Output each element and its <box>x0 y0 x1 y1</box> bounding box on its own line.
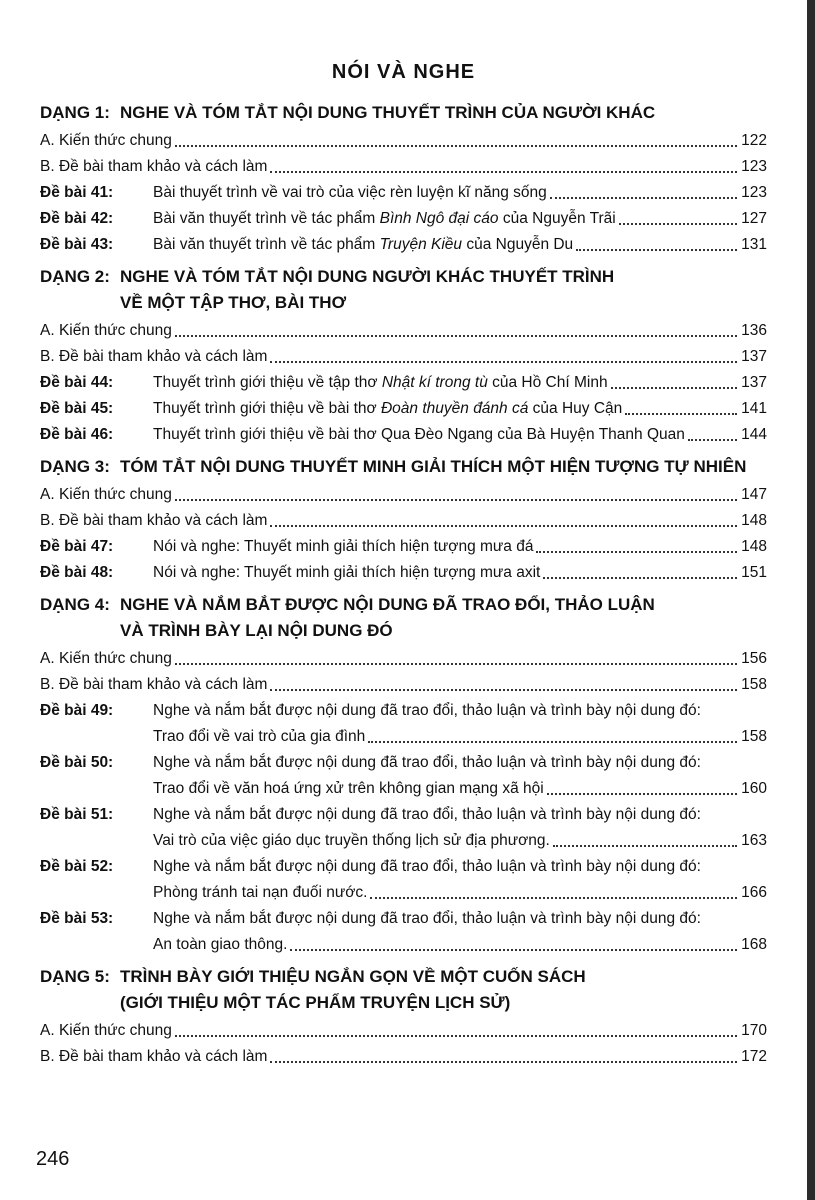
entry-text: A. Kiến thức chung <box>40 322 172 339</box>
toc-entry[interactable] <box>40 206 767 232</box>
toc-entry[interactable] <box>40 370 767 396</box>
exercise-label: Đề bài 46: <box>40 426 114 443</box>
leader-dots <box>370 897 737 899</box>
section-1 <box>40 100 767 258</box>
page-title: NÓI VÀ NGHE <box>331 61 476 83</box>
entry-text: Thuyết trình giới thiệu về bài thơ Qua Đèo Ngang của Bà Huyện Thanh Quan <box>153 426 685 443</box>
entry-text: Nghe và nắm bắt được nội dung đã trao đổi, thảo luận và trình bày nội dung đó: <box>153 858 701 875</box>
exercise-label: Đề bài 51: <box>40 806 114 823</box>
leader-dots <box>175 145 737 147</box>
entry-page: 172 <box>741 1048 767 1065</box>
entry-text: B. Đề bài tham khảo và cách làm <box>40 158 268 175</box>
section-title: NGHE VÀ TÓM TẮT NỘI DUNG NGƯỜI KHÁC THUYẾT TRÌNH <box>120 267 615 286</box>
toc-entry[interactable] <box>40 646 767 672</box>
entry-page: 144 <box>741 426 767 443</box>
toc-entry[interactable] <box>40 396 767 422</box>
page-edge-shadow <box>807 0 815 1200</box>
section-3 <box>40 454 767 586</box>
entry-text: B. Đề bài tham khảo và cách làm <box>40 512 268 529</box>
toc-entry[interactable] <box>40 422 767 448</box>
entry-subtitle: Trao đổi về văn hoá ứng xử trên không gian mạng xã hội <box>153 780 544 797</box>
entry-text: Thuyết trình giới thiệu về bài thơ Đoàn thuyền đánh cá của Huy Cận <box>153 400 623 417</box>
entry-page: 151 <box>741 564 767 581</box>
entry-text: Nghe và nắm bắt được nội dung đã trao đổi, thảo luận và trình bày nội dung đó: <box>153 806 701 823</box>
entry-text: Thuyết trình giới thiệu về tập thơ Nhật kí trong tù của Hồ Chí Minh <box>153 374 608 391</box>
entry-text: B. Đề bài tham khảo và cách làm <box>40 1048 268 1065</box>
leader-dots <box>543 577 737 579</box>
exercise-label: Đề bài 41: <box>40 184 114 201</box>
leader-dots <box>270 525 737 527</box>
exercise-label: Đề bài 50: <box>40 754 114 771</box>
work-title: Nhật kí trong tù <box>381 374 488 391</box>
leader-dots <box>547 793 737 795</box>
section-heading <box>40 964 767 1016</box>
leader-dots <box>553 845 737 847</box>
leader-dots <box>175 663 737 665</box>
toc-entry[interactable] <box>40 180 767 206</box>
entry-page: 158 <box>741 728 767 745</box>
leader-dots <box>270 1061 737 1063</box>
entry-text: Bài văn thuyết trình về tác phẩm Bình Ngô đại cáo của Nguyễn Trãi <box>153 210 616 227</box>
entry-text: Bài thuyết trình về vai trò của việc rèn luyện kĩ năng sống <box>153 184 547 201</box>
section-label: DẠNG 2: <box>40 267 110 286</box>
section-heading <box>40 264 767 316</box>
section-label: DẠNG 1: <box>40 103 110 122</box>
entry-subtitle: An toàn giao thông. <box>153 936 288 953</box>
entry-page: 148 <box>741 538 767 555</box>
toc-entry[interactable] <box>40 344 767 370</box>
entry-page: 141 <box>741 400 767 417</box>
toc-entry[interactable] <box>40 698 767 750</box>
section-title: NGHE VÀ NẮM BẮT ĐƯỢC NỘI DUNG ĐÃ TRAO ĐỔI, THẢO LUẬN <box>120 595 655 614</box>
leader-dots <box>368 741 737 743</box>
toc-entry[interactable] <box>40 1018 767 1044</box>
section-title: VÀ TRÌNH BÀY LẠI NỘI DUNG ĐÓ <box>120 621 393 640</box>
leader-dots <box>270 689 737 691</box>
entry-text: A. Kiến thức chung <box>40 132 172 149</box>
entry-page: 137 <box>741 348 767 365</box>
entry-page: 123 <box>741 158 767 175</box>
entry-page: 166 <box>741 884 767 901</box>
toc-entry[interactable] <box>40 560 767 586</box>
work-title: Đoàn thuyền đánh cá <box>380 400 529 417</box>
entry-text: B. Đề bài tham khảo và cách làm <box>40 348 268 365</box>
toc-page <box>40 56 767 1076</box>
exercise-label: Đề bài 42: <box>40 210 114 227</box>
toc-entry[interactable] <box>40 318 767 344</box>
page-number: 246 <box>36 1148 70 1170</box>
leader-dots <box>290 949 737 951</box>
entry-text: Bài văn thuyết trình về tác phẩm Truyện Kiều của Nguyễn Du <box>153 236 574 253</box>
entry-text: A. Kiến thức chung <box>40 650 172 667</box>
section-heading <box>40 592 767 644</box>
exercise-label: Đề bài 49: <box>40 702 114 719</box>
work-title: Bình Ngô đại cáo <box>379 210 499 227</box>
section-title: TRÌNH BÀY GIỚI THIỆU NGẮN GỌN VỀ MỘT CUỐN SÁCH <box>120 967 586 986</box>
entry-page: 122 <box>741 132 767 149</box>
section-label: DẠNG 4: <box>40 595 110 614</box>
toc-entry[interactable] <box>40 1044 767 1070</box>
section-title: (GIỚI THIỆU MỘT TÁC PHẨM TRUYỆN LỊCH SỬ) <box>120 993 511 1012</box>
exercise-label: Đề bài 48: <box>40 564 114 581</box>
leader-dots <box>175 335 737 337</box>
exercise-label: Đề bài 45: <box>40 400 114 417</box>
entry-page: 168 <box>741 936 767 953</box>
section-label: DẠNG 5: <box>40 967 110 986</box>
section-title: VỀ MỘT TẬP THƠ, BÀI THƠ <box>120 293 347 312</box>
exercise-label: Đề bài 47: <box>40 538 114 555</box>
entry-text: A. Kiến thức chung <box>40 486 172 503</box>
exercise-label: Đề bài 43: <box>40 236 114 253</box>
exercise-label: Đề bài 44: <box>40 374 114 391</box>
entry-text: A. Kiến thức chung <box>40 1022 172 1039</box>
entry-text: B. Đề bài tham khảo và cách làm <box>40 676 268 693</box>
entry-text: Nghe và nắm bắt được nội dung đã trao đổi, thảo luận và trình bày nội dung đó: <box>153 754 701 771</box>
leader-dots <box>688 439 737 441</box>
section-heading <box>40 100 767 126</box>
section-label: DẠNG 3: <box>40 457 110 476</box>
section-title: NGHE VÀ TÓM TẮT NỘI DUNG THUYẾT TRÌNH CỦA NGƯỜI KHÁC <box>120 103 656 122</box>
toc-entry[interactable] <box>40 232 767 258</box>
entry-text: Nói và nghe: Thuyết minh giải thích hiện tượng mưa đá <box>153 538 534 555</box>
toc-entry[interactable] <box>40 508 767 534</box>
leader-dots <box>576 249 737 251</box>
entry-page: 170 <box>741 1022 767 1039</box>
entry-page: 148 <box>741 512 767 529</box>
entry-subtitle: Vai trò của việc giáo dục truyền thống lịch sử địa phương. <box>153 832 550 849</box>
leader-dots <box>175 499 737 501</box>
leader-dots <box>550 197 737 199</box>
entry-page: 163 <box>741 832 767 849</box>
entry-page: 147 <box>741 486 767 503</box>
leader-dots <box>270 171 737 173</box>
toc-entry[interactable] <box>40 154 767 180</box>
exercise-label: Đề bài 52: <box>40 858 114 875</box>
entry-subtitle: Phòng tránh tai nạn đuối nước. <box>153 884 368 901</box>
toc-entry[interactable] <box>40 128 767 154</box>
entry-page: 137 <box>741 374 767 391</box>
entry-text: Nói và nghe: Thuyết minh giải thích hiện tượng mưa axit <box>153 564 541 581</box>
leader-dots <box>536 551 737 553</box>
toc-entry[interactable] <box>40 854 767 906</box>
entry-page: 123 <box>741 184 767 201</box>
leader-dots <box>175 1035 737 1037</box>
entry-text: Nghe và nắm bắt được nội dung đã trao đổi, thảo luận và trình bày nội dung đó: <box>153 702 701 719</box>
entry-text: Nghe và nắm bắt được nội dung đã trao đổi, thảo luận và trình bày nội dung đó: <box>153 910 701 927</box>
leader-dots <box>619 223 737 225</box>
toc-entry[interactable] <box>40 750 767 802</box>
toc-entry[interactable] <box>40 672 767 698</box>
leader-dots <box>611 387 738 389</box>
section-5 <box>40 964 767 1070</box>
entry-page: 127 <box>741 210 767 227</box>
section-2 <box>40 264 767 448</box>
work-title: Truyện Kiều <box>379 236 463 253</box>
section-4 <box>40 592 767 958</box>
entry-page: 158 <box>741 676 767 693</box>
entry-page: 136 <box>741 322 767 339</box>
toc-entry[interactable] <box>40 906 767 958</box>
section-title: TÓM TẮT NỘI DUNG THUYẾT MINH GIẢI THÍCH MỘT HIỆN TƯỢNG TỰ NHIÊN <box>120 457 747 476</box>
entry-page: 156 <box>741 650 767 667</box>
toc-entry[interactable] <box>40 802 767 854</box>
section-heading <box>40 454 767 480</box>
entry-page: 131 <box>741 236 767 253</box>
toc-entry[interactable] <box>40 482 767 508</box>
entry-page: 160 <box>741 780 767 797</box>
leader-dots <box>625 413 737 415</box>
toc-entry[interactable] <box>40 534 767 560</box>
exercise-label: Đề bài 53: <box>40 910 114 927</box>
leader-dots <box>270 361 737 363</box>
entry-subtitle: Trao đổi về vai trò của gia đình <box>153 728 366 745</box>
